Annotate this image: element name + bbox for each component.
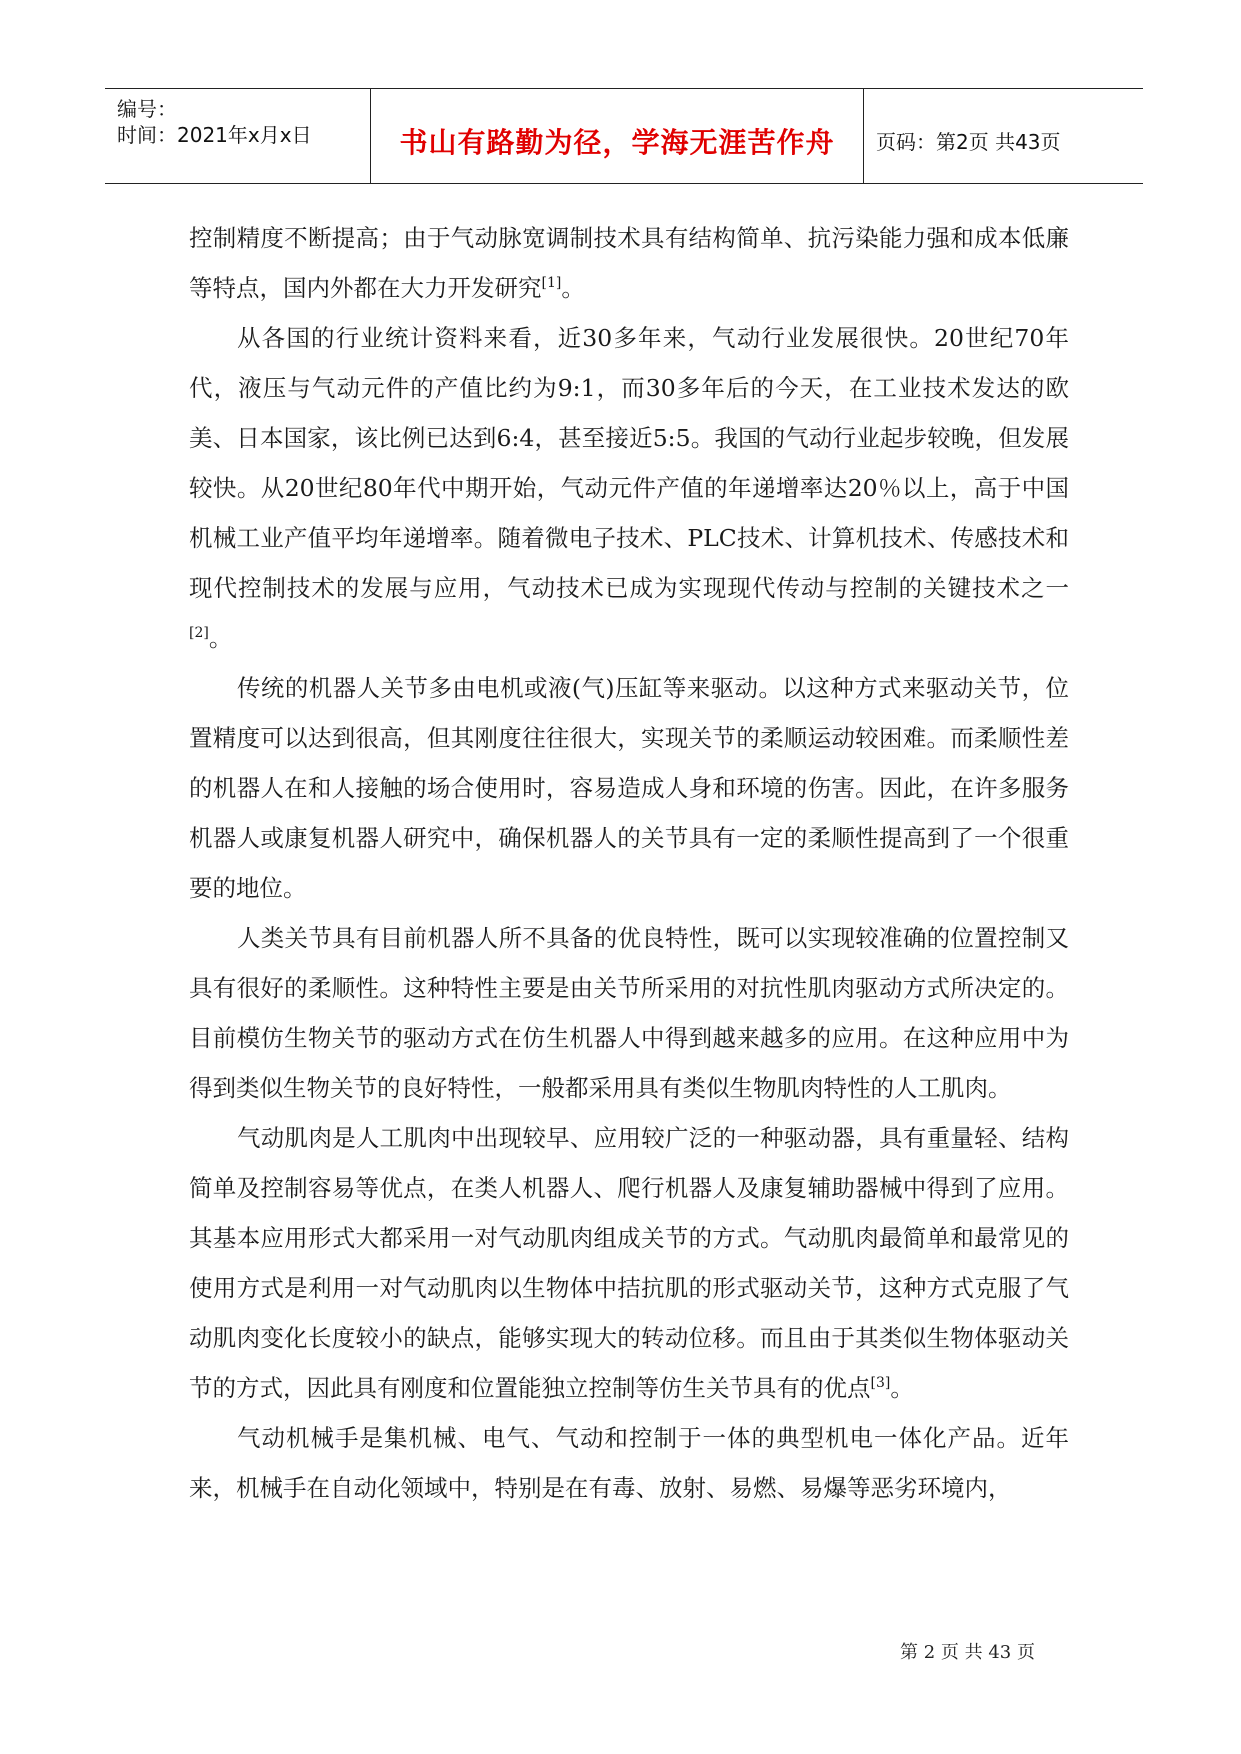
paragraph-tail: 。 bbox=[561, 274, 585, 302]
citation-ref: [2] bbox=[189, 625, 209, 641]
citation-ref: [3] bbox=[870, 1375, 891, 1391]
paragraph-5 bbox=[189, 1113, 1069, 1413]
paragraph-3 bbox=[189, 663, 1069, 913]
paragraph-tail: 。 bbox=[208, 624, 233, 652]
paragraph-tail: 。 bbox=[890, 1374, 914, 1402]
body-content bbox=[189, 213, 1069, 1513]
paragraph-2 bbox=[189, 313, 1069, 663]
paragraph-text: 传统的机器人关节多由电机或液(气)压缸等来驱动。以这种方式来驱动关节，位置精度可以达到很高，但其刚度往往很大，实现关节的柔顺运动较困难。而柔顺性差的机器人在和人接触的场合使用时，容易造成人身和环境的伤害。因此，在许多服务机器人或康复机器人研究中，确保机器人的关节具有一定的柔顺性提高到了一个很重要的地位。 bbox=[189, 674, 1069, 902]
header-right-cell bbox=[862, 89, 1143, 183]
paragraph-text: 气动肌肉是人工肌肉中出现较早、应用较广泛的一种驱动器，具有重量轻、结构简单及控制容易等优点，在类人机器人、爬行机器人及康复辅助器械中得到了应用。其基本应用形式大都采用一对气动肌肉组成关节的方式。气动肌肉最简单和最常见的使用方式是利用一对气动肌肉以生物体中拮抗肌的形式驱动关节，这种方式克服了气动肌肉变化长度较小的缺点，能够实现大的转动位移。而且由于其类似生物体驱动关节的方式，因此具有刚度和位置能独立控制等仿生关节具有的优点 bbox=[189, 1124, 1069, 1402]
document-number-label: 编号： bbox=[117, 97, 177, 121]
document-time-label: 时间：2021年x月x日 bbox=[117, 123, 312, 147]
page-header bbox=[105, 88, 1143, 184]
paragraph-1 bbox=[189, 213, 1069, 313]
paragraph-text: 人类关节具有目前机器人所不具备的优良特性，既可以实现较准确的位置控制又具有很好的柔顺性。这种特性主要是由关节所采用的对抗性肌肉驱动方式所决定的。目前模仿生物关节的驱动方式在仿生机器人中得到越来越多的应用。在这种应用中为得到类似生物关节的良好特性，一般都采用具有类似生物肌肉特性的人工肌肉。 bbox=[189, 924, 1069, 1102]
paragraph-text: 气动机械手是集机械、电气、气动和控制于一体的典型机电一体化产品。近年来，机械手在自动化领域中，特别是在有毒、放射、易燃、易爆等恶劣环境内， bbox=[189, 1424, 1069, 1502]
motto-text: 书山有路勤为径，学海无涯苦作舟 bbox=[399, 126, 835, 159]
paragraph-6 bbox=[189, 1413, 1069, 1513]
page-footer: 第 2 页 共 43 页 bbox=[900, 1642, 1035, 1663]
header-middle-cell bbox=[370, 89, 864, 183]
page-code-label: 页码：第2页 共43页 bbox=[876, 130, 1061, 154]
citation-ref: [1] bbox=[541, 275, 562, 291]
paragraph-text: 控制精度不断提高；由于气动脉宽调制技术具有结构简单、抗污染能力强和成本低廉等特点，国内外都在大力开发研究 bbox=[189, 224, 1069, 302]
header-left-cell bbox=[105, 89, 370, 183]
paragraph-text: 从各国的行业统计资料来看，近30多年来，气动行业发展很快。20世纪70年代，液压与气动元件的产值比约为9:1，而30多年后的今天，在工业技术发达的欧美、日本国家，该比例已达到6:4，甚至接近5:5。我国的气动行业起步较晚，但发展较快。从20世纪80年代中期开始，气动元件产值的年递增率达20％以上，高于中国机械工业产值平均年递增率。随着微电子技术、PLC技术、计算机技术、传感技术和现代控制技术的发展与应用，气动技术已成为实现现代传动与控制的关键技术之一 bbox=[189, 324, 1069, 602]
paragraph-4 bbox=[189, 913, 1069, 1113]
